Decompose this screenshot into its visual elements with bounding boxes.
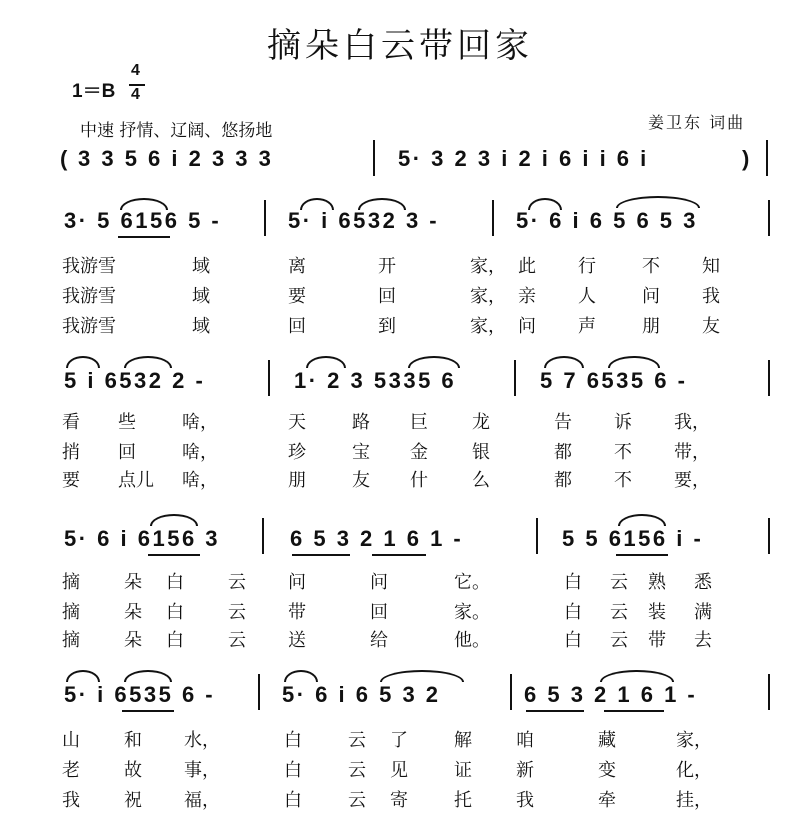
lyric: 云 — [610, 602, 628, 623]
notes-measure: 5· i 6535 6 - — [64, 682, 216, 707]
notes-measure: 5 5 6156 i - — [562, 526, 704, 551]
lyric: 化， — [676, 760, 712, 781]
lyric: 白 — [166, 630, 184, 651]
lyric: 解 — [454, 730, 472, 751]
lyric: 见 — [390, 760, 408, 781]
composer-credit: 姜卫东 词曲 — [648, 113, 746, 132]
lyric: 回 — [118, 442, 136, 463]
slur — [380, 670, 464, 682]
lyric: 要， — [674, 470, 710, 491]
lyric: 些 — [118, 412, 136, 433]
lyric: 不 — [614, 442, 632, 463]
lyric: 熟 — [648, 572, 666, 593]
barline — [768, 360, 770, 396]
slur — [66, 356, 100, 368]
slur — [618, 514, 666, 526]
meter-denominator: 4 — [131, 86, 140, 103]
lyric: 回 — [288, 316, 306, 337]
lyric: 福， — [184, 790, 220, 811]
barline — [766, 140, 768, 176]
slur — [124, 356, 172, 368]
lyric: 白 — [564, 602, 582, 623]
lyric: 藏 — [598, 730, 616, 751]
lyric: 什 — [410, 470, 428, 491]
lyric: 不 — [614, 470, 632, 491]
lyric: 满 — [694, 602, 712, 623]
lyric: 捎 — [62, 442, 80, 463]
lyric: 要 — [62, 470, 80, 491]
lyric: 了 — [390, 730, 408, 751]
lyric: 行 — [578, 256, 596, 277]
lyric: 知 — [702, 256, 720, 277]
lyric: 此 — [518, 256, 536, 277]
lyric: 山 — [62, 730, 80, 751]
barline — [514, 360, 516, 396]
notes-measure: 5 i 6532 2 - — [64, 368, 206, 393]
lyric: 路 — [352, 412, 370, 433]
slur — [284, 670, 318, 682]
lyric: 我游雪 — [62, 286, 116, 307]
lyric: 问 — [288, 572, 306, 593]
lyric: 故 — [124, 760, 142, 781]
lyric: 它。 — [454, 572, 490, 593]
lyric: 我 — [516, 790, 534, 811]
lyric: 问 — [642, 286, 660, 307]
lyric: 白 — [166, 602, 184, 623]
lyric: 要 — [288, 286, 306, 307]
lyric: 带 — [648, 630, 666, 651]
notes-measure: 5· 6 i 6 5 6 5 3 — [516, 208, 698, 233]
notes-measure: 5· 6 i 6156 3 — [64, 526, 221, 551]
lyric: 看 — [62, 412, 80, 433]
song-title: 摘朵白云带回家 — [267, 26, 533, 66]
intro-close-paren: ) — [742, 146, 752, 171]
lyric: 我游雪 — [62, 316, 116, 337]
beam-underline — [122, 710, 174, 712]
barline — [373, 140, 375, 176]
slur — [306, 356, 346, 368]
lyric: 朋 — [642, 316, 660, 337]
lyric: 新 — [516, 760, 534, 781]
lyric: 亲 — [518, 286, 536, 307]
lyric: 变 — [598, 760, 616, 781]
lyric: 我游雪 — [62, 256, 116, 277]
lyric: 友 — [702, 316, 720, 337]
lyric: 他。 — [454, 630, 490, 651]
barline — [536, 518, 538, 554]
lyric: 域 — [192, 316, 210, 337]
lyric: 给 — [370, 630, 388, 651]
lyric: 离 — [288, 256, 306, 277]
key-signature: 1＝B — [72, 81, 116, 102]
lyric: 托 — [454, 790, 472, 811]
barline — [768, 518, 770, 554]
lyric: 回 — [370, 602, 388, 623]
slur — [66, 670, 100, 682]
lyric: 家， — [470, 316, 506, 337]
barline — [492, 200, 494, 236]
barline — [510, 674, 512, 710]
lyric: 都 — [554, 470, 572, 491]
slur — [124, 670, 172, 682]
lyric: 事， — [184, 760, 220, 781]
lyric: 白 — [284, 760, 302, 781]
lyric: 问 — [370, 572, 388, 593]
lyric: 摘 — [62, 630, 80, 651]
slur — [150, 514, 198, 526]
notes-measure: 5· 6 i 6 5 3 2 — [282, 682, 441, 707]
lyric: 点儿 — [118, 470, 154, 491]
lyric: 带， — [674, 442, 710, 463]
lyric: 啥， — [182, 412, 218, 433]
slur — [408, 356, 460, 368]
barline — [768, 200, 770, 236]
lyric: 啥， — [182, 442, 218, 463]
notes-measure: 5 7 6535 6 - — [540, 368, 688, 393]
lyric: 挂， — [676, 790, 712, 811]
notes-measure: 6 5 3 2 1 6 1 - — [524, 682, 698, 707]
intro-bar-2: 5· 3 2 3 i 2 i 6 i i 6 i — [398, 146, 649, 171]
meter-numerator: 4 — [131, 62, 140, 79]
slur — [528, 198, 562, 210]
lyric: 天 — [288, 412, 306, 433]
lyric: 云 — [228, 630, 246, 651]
lyric: 宝 — [352, 442, 370, 463]
lyric: 白 — [284, 790, 302, 811]
slur — [616, 196, 700, 208]
lyric: 巨 — [410, 412, 428, 433]
barline — [268, 360, 270, 396]
beam-underline — [292, 554, 350, 556]
intro-bar-1: 3 3 5 6 i 2 3 3 3 — [78, 146, 274, 171]
beam-underline — [604, 710, 664, 712]
lyric: 声 — [578, 316, 596, 337]
notes-measure: 1· 2 3 5335 6 — [294, 368, 457, 393]
lyric: 我， — [674, 412, 710, 433]
lyric: 家， — [470, 286, 506, 307]
lyric: 水， — [184, 730, 220, 751]
lyric: 诉 — [614, 412, 632, 433]
lyric: 悉 — [694, 572, 712, 593]
beam-underline — [616, 554, 668, 556]
lyric: 龙 — [472, 412, 490, 433]
lyric: 摘 — [62, 572, 80, 593]
lyric: 云 — [348, 730, 366, 751]
barline — [768, 674, 770, 710]
lyric: 朵 — [124, 572, 142, 593]
lyric: 去 — [694, 630, 712, 651]
lyric: 告 — [554, 412, 572, 433]
lyric: 白 — [564, 630, 582, 651]
lyric: 家， — [676, 730, 712, 751]
beam-underline — [148, 554, 200, 556]
lyric: 老 — [62, 760, 80, 781]
lyric: 和 — [124, 730, 142, 751]
lyric: 域 — [192, 286, 210, 307]
lyric: 带 — [288, 602, 306, 623]
notes-measure: 6 5 3 2 1 6 1 - — [290, 526, 464, 551]
lyric: 域 — [192, 256, 210, 277]
lyric: 都 — [554, 442, 572, 463]
lyric: 我 — [62, 790, 80, 811]
beam-underline — [526, 710, 584, 712]
slur — [608, 356, 660, 368]
lyric: 朵 — [124, 630, 142, 651]
lyric: 摘 — [62, 602, 80, 623]
lyric: 证 — [454, 760, 472, 781]
lyric: 开 — [378, 256, 396, 277]
lyric: 朋 — [288, 470, 306, 491]
barline — [262, 518, 264, 554]
barline — [258, 674, 260, 710]
lyric: 家。 — [454, 602, 490, 623]
lyric: 送 — [288, 630, 306, 651]
lyric: 牵 — [598, 790, 616, 811]
lyric: 白 — [284, 730, 302, 751]
lyric: 云 — [228, 602, 246, 623]
lyric: 人 — [578, 286, 596, 307]
lyric: 朵 — [124, 602, 142, 623]
lyric: 回 — [378, 286, 396, 307]
lyric: 云 — [348, 760, 366, 781]
lyric: 云 — [228, 572, 246, 593]
lyric: 我 — [702, 286, 720, 307]
lyric: 珍 — [288, 442, 306, 463]
slur — [300, 198, 334, 210]
lyric: 银 — [472, 442, 490, 463]
lyric: 啥， — [182, 470, 218, 491]
intro-open-paren: ( — [60, 146, 70, 171]
lyric: 寄 — [390, 790, 408, 811]
lyric: 云 — [348, 790, 366, 811]
lyric: 家， — [470, 256, 506, 277]
lyric: 金 — [410, 442, 428, 463]
lyric: 问 — [518, 316, 536, 337]
slur — [358, 198, 406, 210]
lyric: 咱 — [516, 730, 534, 751]
lyric: 么 — [472, 470, 490, 491]
lyric: 白 — [166, 572, 184, 593]
lyric: 白 — [564, 572, 582, 593]
lyric: 不 — [642, 256, 660, 277]
beam-underline — [118, 236, 170, 238]
tempo-marking: 中速 抒情、辽阔、悠扬地 — [80, 121, 273, 141]
lyric: 云 — [610, 572, 628, 593]
slur — [600, 670, 674, 682]
lyric: 装 — [648, 602, 666, 623]
slur — [544, 356, 584, 368]
lyric: 祝 — [124, 790, 142, 811]
lyric: 到 — [378, 316, 396, 337]
beam-underline — [372, 554, 426, 556]
notes-measure: 5· i 6532 3 - — [288, 208, 440, 233]
lyric: 友 — [352, 470, 370, 491]
notes-measure: 3· 5 6156 5 - — [64, 208, 222, 233]
slur — [120, 198, 168, 210]
lyric: 云 — [610, 630, 628, 651]
barline — [264, 200, 266, 236]
